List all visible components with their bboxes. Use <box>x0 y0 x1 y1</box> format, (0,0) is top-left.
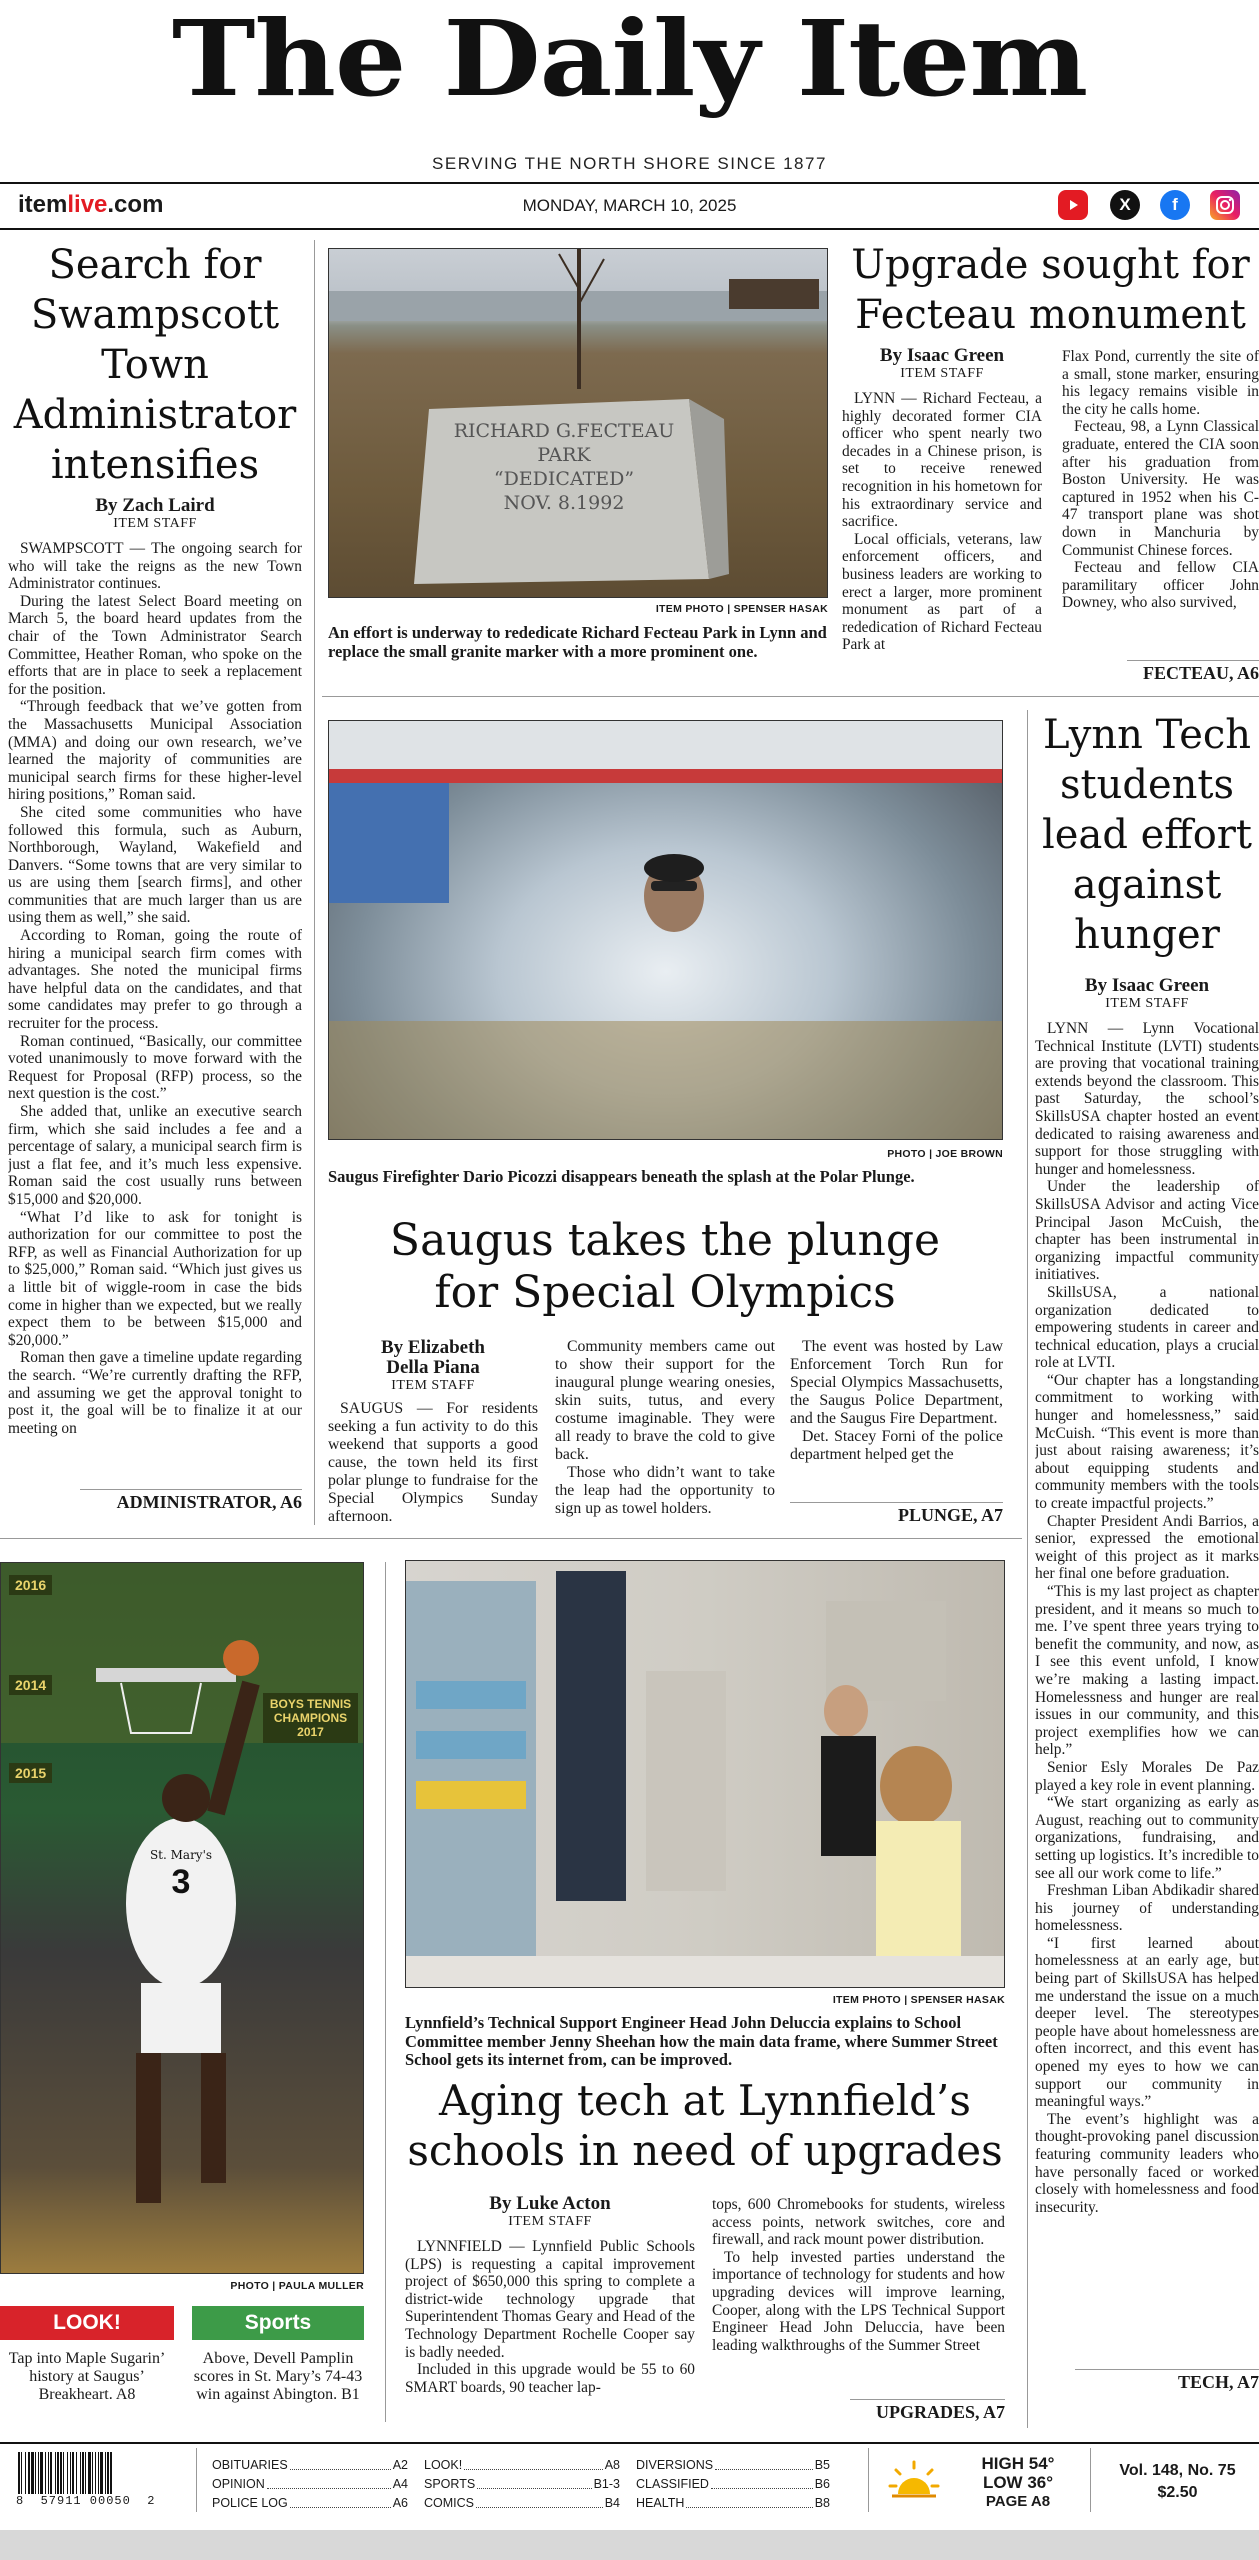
barcode-bar <box>72 2452 74 2494</box>
paragraph: Flax Pond, currently the site of a small, stone marker, ensuring his legacy remains visible in the city he calls home. <box>1062 348 1259 418</box>
footer-rule <box>0 2442 1259 2444</box>
barcode-bar <box>25 2452 26 2494</box>
paragraph: “What I’d like to ask for tonight is authorization for our committee to post the RFP, as well as Financial Authorization for up to $25,000,” Roman said. “Which just gives us a little bit of wiggle-room in case the bids come in higher than we expected, but we really expect them to be between $15,000 and $20,000.” <box>8 1208 302 1349</box>
paragraph: Senior Esly Morales De Paz played a key role in event planning. <box>1035 1758 1259 1794</box>
byline-lvti: By Isaac Green <box>1084 975 1210 996</box>
headline-lvti: Lynn Tech students lead effort against hunger <box>1042 712 1252 958</box>
photo-credit: PHOTO | PAULA MULLER <box>230 2280 364 2292</box>
sign-text: NOV. 8.1992 <box>503 492 625 514</box>
photo-caption: An effort is underway to rededicate Richard Fecteau Park in Lynn and replace the small granite marker with a more prominent one. <box>328 623 827 661</box>
site-accent: live <box>67 191 108 218</box>
paragraph: SAUGUS — For residents seeking a fun activity to do this weekend that supports a good cause, the town held its first polar plunge to fundraise for the Special Olympics Sunday afternoon. <box>328 1400 538 1525</box>
headline-swampscott: Search for Swampscott Town Administrator intensifies <box>13 242 297 488</box>
paragraph: Chapter President Andi Barrios, a senior, expressed the emotional weight of this project as it marks her final one before graduation. <box>1035 1512 1259 1583</box>
barcode-bar <box>35 2452 36 2494</box>
barcode-bar <box>95 2452 96 2494</box>
volume-number: Vol. 148, No. 75 <box>1119 2462 1236 2479</box>
story-fecteau <box>842 240 1259 685</box>
jersey-number: 3 <box>171 1863 191 1901</box>
paragraph: “We start organizing as early as August, reaching out to community organizations, fundraising, and setting up logistics. It’s incredible to see all our work come to life.” <box>1035 1794 1259 1882</box>
paragraph: The event was hosted by Law Enforcement Torch Run for Special Olympics Massachusetts, the Saugus Police Department, and the Saugus Fire Department. <box>790 1338 1003 1427</box>
jump-fecteau[interactable]: FECTEAU, A6 <box>1127 660 1259 684</box>
barcode-digits: 8 57911 00050 2 <box>16 2494 156 2508</box>
jump-plunge[interactable]: PLUNGE, A7 <box>790 1502 1003 1526</box>
photo-sports <box>0 1562 364 2274</box>
paragraph: She cited some communities who have followed this formula, such as Auburn, Northborough, Wayland, Wakefield and Danvers. “Some towns that are very similar to us are using them [search firms], and other communities that are much larger than us are using them as well,” she said. <box>8 803 302 927</box>
body-plunge-col3 <box>790 1338 1003 1518</box>
column-divider <box>314 240 315 1525</box>
barcode-bar <box>50 2452 52 2494</box>
barcode <box>16 2452 186 2508</box>
photo-fecteau <box>328 248 828 598</box>
topbar-rule <box>0 228 1259 230</box>
paragraph: “This is my last project as chapter president, and it means so much to me. I’ve spent three years trying to benefit the community, and now, as I see this event unfold, I know we’re making a lasting impact. Homelessness and hunger are real issues in our community, and this project exemplifies how we can help.” <box>1035 1583 1259 1759</box>
index-entry[interactable]: LOOK! A8 <box>424 2458 620 2472</box>
paragraph: Under the leadership of SkillsUSA Advisor and acting Vice Principal Jason McCuish, the chapter has been instrumental in organizing impactful community initiatives. <box>1035 1178 1259 1284</box>
index-entry[interactable]: SPORTS B1-3 <box>424 2477 620 2491</box>
barcode-bar <box>67 2452 68 2494</box>
paragraph: Det. Stacey Forni of the police department helped get the <box>790 1428 1003 1463</box>
story-swampscott <box>0 240 310 1525</box>
byline-plunge: Della Piana <box>386 1357 480 1378</box>
paragraph: “I first learned about homelessness at an early age, but being part of SkillsUSA has helped me understand the issue on a much deeper level. The stereotypes people have about homelessness are often incorrect, and this event has opened my eyes to how we can support our community in meaningful ways.” <box>1035 1934 1259 2111</box>
masthead-tagline: SERVING THE NORTH SHORE SINCE 1877 <box>432 154 827 173</box>
story-tech-col1 <box>405 2194 695 2430</box>
issue-info <box>1096 2460 1259 2504</box>
index-entry[interactable]: OBITUARIES A2 <box>212 2458 408 2472</box>
story-lvti <box>1035 710 1259 2430</box>
paragraph: Roman then gave a timeline update regarding the search. “We’re currently drafting the RFP, and assuming we get the approval tonight to post it, the goal will be to finalize it at our meeting on <box>8 1349 302 1437</box>
section-divider <box>0 1538 1022 1539</box>
banner-text: 2015 <box>9 1763 52 1783</box>
sign-text: PARK <box>537 444 591 466</box>
barcode-bar <box>76 2452 77 2494</box>
look-teaser-text[interactable]: Tap into Maple Sugarin’ history at Saugus’ Breakheart. A8 <box>8 2350 166 2403</box>
youtube-icon[interactable] <box>1058 190 1088 220</box>
body-tech-col1 <box>405 2238 695 2430</box>
barcode-bar <box>57 2452 59 2494</box>
barcode-bar <box>40 2452 43 2494</box>
barcode-bar <box>98 2452 99 2494</box>
paragraph: Those who didn’t want to take the leap had the opportunity to sign up as towel holders. <box>555 1464 775 1517</box>
index-entry[interactable]: HEALTH B8 <box>636 2496 830 2510</box>
barcode-bar <box>45 2452 46 2494</box>
paragraph: Fecteau and fellow CIA paramilitary officer John Downey, who also survived, <box>1062 559 1259 612</box>
headline-fecteau: Upgrade sought for Fecteau monument <box>851 242 1250 338</box>
masthead-title: The Daily Item <box>171 0 1088 120</box>
banner-text: 2014 <box>9 1675 52 1695</box>
photo-plunge <box>328 720 1003 1140</box>
barcode-bar <box>85 2452 86 2494</box>
barcode-bar <box>80 2452 81 2494</box>
byline-plunge: By Elizabeth <box>381 1337 485 1358</box>
photo-caption: Lynnfield’s Technical Support Engineer Head John Deluccia explains to School Committee member Jenny Sheehan how the main data frame, where Summer Street School gets its internet from, can be improved. <box>405 2013 998 2069</box>
byline-tech: By Luke Acton <box>489 2193 611 2214</box>
byline-fecteau: By Isaac Green <box>879 345 1005 366</box>
paragraph: Community members came out to show their support for the inaugural plunge wearing onesies, skin suits, tutus, and every costume imaginable. They were all ready to brave the cold to give back. <box>555 1338 775 1463</box>
banner-text: BOYS TENNIS CHAMPIONS 2017 <box>263 1693 358 1743</box>
jersey-text: St. Mary's <box>149 1848 213 1862</box>
weather-low: LOW 36° <box>982 2473 1054 2492</box>
body-tech-col2 <box>712 2196 1005 2408</box>
body-swampscott <box>8 540 302 1485</box>
body-lvti <box>1035 1020 1259 2365</box>
barcode-bar <box>105 2452 106 2494</box>
index-col1 <box>212 2456 408 2513</box>
sports-teaser-text[interactable]: Above, Devell Pamplin scores in St. Mary’s 74-43 win against Abington. B1 <box>193 2350 363 2403</box>
look-teaser-label[interactable]: LOOK! <box>0 2306 174 2340</box>
staff-tech: ITEM STAFF <box>508 2214 592 2229</box>
barcode-bar <box>55 2452 56 2494</box>
jump-tech[interactable]: UPGRADES, A7 <box>850 2399 1005 2423</box>
paragraph: LYNN — Lynn Vocational Technical Institute (LVTI) students are proving that vocational training extends beyond the classroom. This past Saturday, the school’s SkillsUSA chapter hosted an event dedicated to raising awareness and support for those struggling with hunger and homelessness. <box>1035 1020 1259 1178</box>
headline-plunge: Saugus takes the plunge for Special Olympics <box>389 1215 941 1318</box>
weather[interactable] <box>958 2454 1078 2511</box>
paragraph: During the latest Select Board meeting on March 5, the board heard updates from the chair of the Town Administrator Search Committee, Heather Roman, who spoke on the efforts that are in place to seek a replacement for the position. <box>8 592 302 698</box>
photo-credit: PHOTO | JOE BROWN <box>887 1148 1003 1160</box>
barcode-bar <box>38 2452 39 2494</box>
sign-text: RICHARD G.FECTEAU <box>453 420 675 442</box>
paragraph: According to Roman, going the route of hiring a municipal search firm comes with advantages. She noted the municipal firms have helpful data on the candidates, and that some candidates may prefer to go through a recruiter for the process. <box>8 927 302 1033</box>
paragraph: LYNNFIELD — Lynnfield Public Schools (LPS) is requesting a capital improvement project of $650,000 this spring to complete a district-wide technology upgrade that Superintendent Thomas Geary and Head of the Technology Department Rochelle Cooper say is badly needed. <box>405 2238 695 2361</box>
paragraph: Fecteau, 98, a Lynn Classical graduate, entered the CIA soon after his graduation from Boston University. He was captured in 1952 when his C-47 transport plane was shot down in Manchuria by Communist Chinese forces. <box>1062 418 1259 559</box>
body-fecteau-col2 <box>1062 348 1259 648</box>
barcode-bar <box>70 2452 71 2494</box>
paragraph: To help invested parties understand the importance of technology for students and how upgrading devices will improve learning, Cooper, along with the LPS Technical Support Engineer Head John Deluccia, have been leading walkthroughs of the Summer Street <box>712 2248 1005 2354</box>
barcode-bar <box>82 2452 84 2494</box>
staff-plunge: ITEM STAFF <box>391 1378 475 1393</box>
index-entry[interactable]: COMICS B4 <box>424 2496 620 2510</box>
sports-teaser-label[interactable]: Sports <box>192 2306 364 2340</box>
story-plunge-col1 <box>328 1338 538 1526</box>
issue-date: MONDAY, MARCH 10, 2025 <box>522 196 737 215</box>
section-divider <box>322 696 1259 697</box>
paragraph: Included in this upgrade would be 55 to 60 SMART boards, 90 teacher lap- <box>405 2361 695 2396</box>
barcode-bar <box>107 2452 109 2494</box>
weather-page: PAGE A8 <box>985 2493 1051 2510</box>
x-icon[interactable]: X <box>1110 190 1140 220</box>
barcode-bar <box>60 2452 62 2494</box>
barcode-bar <box>31 2452 34 2494</box>
paragraph: Local officials, veterans, law enforcement officers, and business leaders are working to erect a larger, more prominent monument as part of a rededication of Richard Fecteau Park at <box>842 530 1042 654</box>
body-plunge-col2 <box>555 1338 775 1518</box>
index-entry[interactable]: OPINION A4 <box>212 2477 408 2491</box>
barcode-bar <box>18 2452 20 2494</box>
photo-credit: ITEM PHOTO | SPENSER HASAK <box>832 1994 1005 2006</box>
barcode-bar <box>21 2452 22 2494</box>
site-prefix: item <box>18 191 68 218</box>
index-entry[interactable]: POLICE LOG A6 <box>212 2496 408 2510</box>
price: $2.50 <box>1157 2484 1198 2501</box>
paragraph: “Through feedback that we’ve gotten from the Massachusetts Municipal Association (MMA) and doing our own research, we’ve learned the majority of communities are municipal search firms for these higher-level hiring positions,” Roman said. <box>8 698 302 804</box>
barcode-bar <box>63 2452 64 2494</box>
photo-caption: Saugus Firefighter Dario Picozzi disappears beneath the splash at the Polar Plunge. <box>328 1167 915 1186</box>
paragraph: Roman continued, “Basically, our committee voted unanimously to move forward with the Request for Proposal (RFP) process, so the next question is the cost.” <box>8 1032 302 1103</box>
index-entry[interactable]: CLASSIFIED B6 <box>636 2477 830 2491</box>
masthead-rule <box>0 182 1259 184</box>
instagram-icon[interactable] <box>1210 190 1240 220</box>
index-col2 <box>424 2456 620 2513</box>
facebook-icon[interactable]: f <box>1160 190 1190 220</box>
jump-swampscott[interactable]: ADMINISTRATOR, A6 <box>80 1489 302 1513</box>
byline-swampscott: By Zach Laird <box>95 495 215 516</box>
body-fecteau-col1 <box>842 390 1042 675</box>
staff-lvti: ITEM STAFF <box>1105 996 1189 1011</box>
banner-text: 2016 <box>9 1575 52 1595</box>
column-divider <box>1027 710 1028 2428</box>
weather-high: HIGH 54° <box>981 2454 1055 2473</box>
paragraph: The event’s highlight was a thought-provoking panel discussion featuring community leaders who have personally faced or worked closely with homelessness and food insecurity. <box>1035 2110 1259 2216</box>
photo-tech <box>405 1560 1005 1988</box>
staff-swampscott: ITEM STAFF <box>113 516 197 531</box>
barcode-bar <box>28 2452 30 2494</box>
jump-lvti[interactable]: TECH, A7 <box>1075 2369 1259 2393</box>
body-plunge-col1 <box>328 1400 538 1526</box>
paragraph: tops, 600 Chromebooks for students, wireless access points, network switches, core and firewall, and rack mount power distribution. <box>712 2196 1005 2249</box>
column-divider <box>1090 2448 1091 2512</box>
paragraph: Freshman Liban Abdikadir shared his journey of understanding homelessness. <box>1035 1882 1259 1935</box>
paragraph: SkillsUSA, a national organization dedicated to empowering students in career and technical education, plays a crucial role at LVTI. <box>1035 1283 1259 1372</box>
column-divider <box>196 2448 197 2512</box>
paragraph: LYNN — Richard Fecteau, a highly decorated former CIA officer who spent nearly two decades in a Chinese prison, is set to receive renewed recognition in his hometown for his extraordinary service and sacrifice. <box>842 390 1042 531</box>
paragraph: SWAMPSCOTT — The ongoing search for who will take the reigns as the new Town Administrator continues. <box>8 540 302 593</box>
bottom-band <box>0 2530 1259 2560</box>
sign-text: “DEDICATED” <box>493 468 635 490</box>
photo-credit: ITEM PHOTO | SPENSER HASAK <box>655 603 828 615</box>
column-divider <box>868 2448 869 2512</box>
column-divider <box>385 1562 386 2422</box>
headline-tech: Aging tech at Lynnfield’s schools in need of upgrades <box>407 2076 1003 2175</box>
barcode-bar <box>92 2452 93 2494</box>
sun-icon <box>886 2458 942 2508</box>
staff-fecteau: ITEM STAFF <box>900 366 984 381</box>
paragraph: She added that, unlike an executive search firm, which she said includes a fee and a percentage of salary, a municipal search firm is just a flat fee, and it’s much less expensive. Roman said the cost usually runs between $15,000 and $20,000. <box>8 1103 302 1208</box>
site-suffix: .com <box>107 191 164 218</box>
index-entry[interactable]: DIVERSIONS B5 <box>636 2458 830 2472</box>
barcode-bar <box>100 2452 103 2494</box>
index-col3 <box>636 2456 830 2513</box>
barcode-bar <box>88 2452 91 2494</box>
barcode-bar <box>48 2452 49 2494</box>
paragraph: “Our chapter has a longstanding commitment to working with hunger and homelessness,” said McCuish. “This event is more than just about raising awareness; it’s about equipping students and community members with the tools to create impactful projects.” <box>1035 1371 1259 1513</box>
barcode-bar <box>110 2452 112 2494</box>
